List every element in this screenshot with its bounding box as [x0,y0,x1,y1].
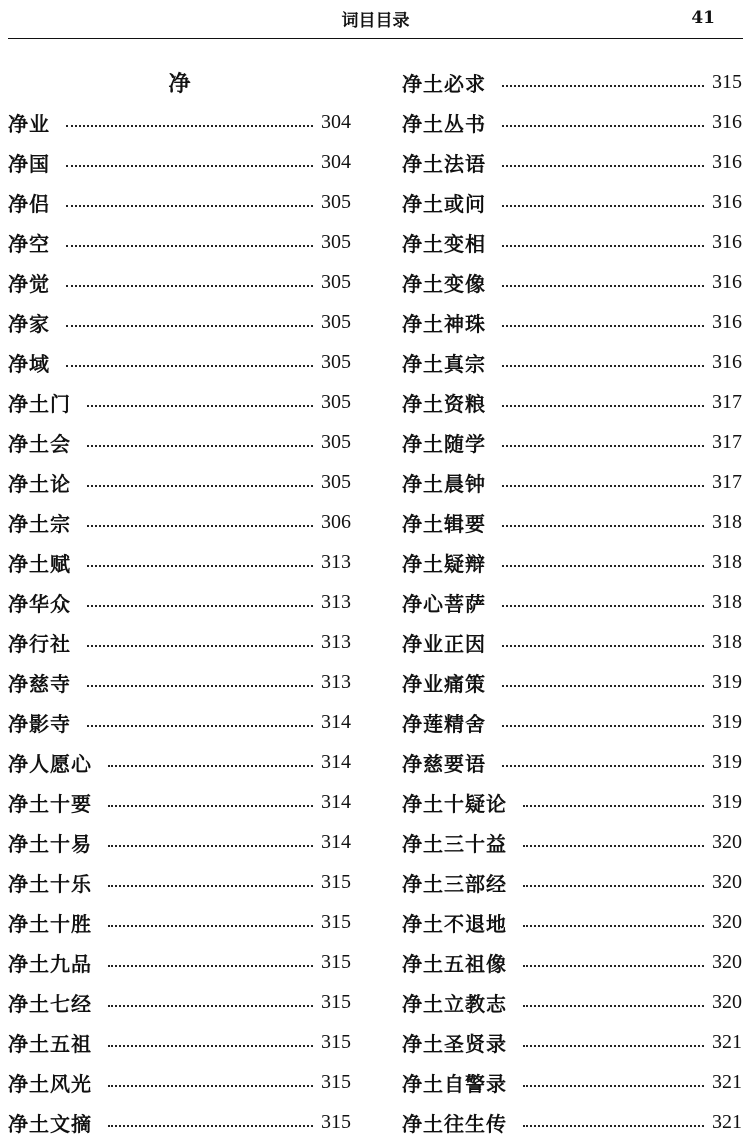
entry-term: 净土三十益 [402,831,507,856]
entry-term: 净土宗 [8,511,71,536]
entry-page-number: 319 [712,710,742,733]
section-heading: 净 [168,70,191,97]
entry-page-number: 315 [321,870,351,893]
entry-term: 净土七经 [8,991,92,1016]
dot-leader [108,765,313,767]
index-entry [402,622,742,662]
dot-leader [108,805,313,807]
dot-leader [502,485,704,487]
entry-page-number: 320 [712,870,742,893]
index-entry [402,742,742,782]
entry-term: 净土资粮 [402,391,486,416]
index-entry [402,782,742,822]
entry-page-number: 315 [321,1030,351,1053]
index-entry [8,622,351,662]
entry-term: 净业痛策 [402,671,486,696]
dot-leader [523,1085,704,1087]
running-title: 词目目录 [341,11,410,31]
index-entry [8,942,351,982]
dot-leader [66,325,313,327]
entry-term: 净土文摘 [8,1111,92,1136]
entry-page-number: 321 [712,1070,742,1093]
index-entry [8,902,351,942]
entry-term: 净土五祖像 [402,951,507,976]
entry-page-number: 304 [321,110,351,133]
dot-leader [502,765,704,767]
entry-page-number: 316 [712,350,742,373]
entry-term: 净土往生传 [402,1111,507,1136]
entry-page-number: 314 [321,710,351,733]
index-entry [402,702,742,742]
entry-term: 净土随学 [402,431,486,456]
entry-term: 净土必求 [402,71,486,96]
entry-term: 净慈寺 [8,671,71,696]
entry-term: 净土论 [8,471,71,496]
entry-page-number: 315 [321,1070,351,1093]
entry-page-number: 315 [712,70,742,93]
index-entry [8,1062,351,1102]
index-entry [8,822,351,862]
entry-page-number: 319 [712,670,742,693]
index-entry [8,1102,351,1142]
entry-page-number: 305 [321,430,351,453]
entry-page-number: 318 [712,550,742,573]
entry-page-number: 317 [712,470,742,493]
dot-leader [523,805,704,807]
entry-page-number: 305 [321,190,351,213]
entry-page-number: 316 [712,190,742,213]
entry-term: 净域 [8,351,50,376]
dot-leader [502,565,704,567]
index-entry [8,302,351,342]
right-column [402,62,742,1142]
index-entry [8,422,351,462]
entry-page-number: 314 [321,830,351,853]
dot-leader [502,245,704,247]
entry-page-number: 321 [712,1030,742,1053]
entry-term: 净土或问 [402,191,486,216]
entry-term: 净土神珠 [402,311,486,336]
entry-term: 净土变相 [402,231,486,256]
index-entry [8,182,351,222]
dot-leader [523,845,704,847]
dot-leader [523,1045,704,1047]
entry-page-number: 305 [321,230,351,253]
entry-term: 净土丛书 [402,111,486,136]
entry-term: 净土十易 [8,831,92,856]
entry-page-number: 320 [712,990,742,1013]
entry-term: 净土会 [8,431,71,456]
entry-term: 净土风光 [8,1071,92,1096]
entry-page-number: 305 [321,270,351,293]
index-entry [8,702,351,742]
dot-leader [66,165,313,167]
dot-leader [523,925,704,927]
entry-term: 净莲精舍 [402,711,486,736]
dot-leader [66,245,313,247]
dot-leader [502,685,704,687]
entry-page-number: 317 [712,430,742,453]
entry-term: 净华众 [8,591,71,616]
dot-leader [502,405,704,407]
index-entry [8,142,351,182]
dot-leader [87,685,313,687]
entry-term: 净土五祖 [8,1031,92,1056]
index-entry [8,1022,351,1062]
dot-leader [87,485,313,487]
entry-page-number: 316 [712,110,742,133]
dot-leader [108,885,313,887]
index-entry [402,982,742,1022]
entry-term: 净空 [8,231,50,256]
entry-term: 净土法语 [402,151,486,176]
entry-page-number: 316 [712,230,742,253]
entry-term: 净慈要语 [402,751,486,776]
index-entry [402,1022,742,1062]
entry-page-number: 305 [321,470,351,493]
entry-term: 净行社 [8,631,71,656]
dot-leader [502,605,704,607]
entry-term: 净土十要 [8,791,92,816]
entry-page-number: 313 [321,670,351,693]
entry-term: 净土真宗 [402,351,486,376]
header-rule [8,38,743,39]
index-entry [8,862,351,902]
index-entry [402,502,742,542]
dot-leader [87,725,313,727]
index-entry [402,222,742,262]
dot-leader [66,285,313,287]
entry-term: 净业正因 [402,631,486,656]
dot-leader [87,405,313,407]
entry-term: 净国 [8,151,50,176]
entry-page-number: 304 [321,150,351,173]
entry-page-number: 316 [712,310,742,333]
index-entry [402,582,742,622]
entry-page-number: 316 [712,150,742,173]
index-entry [8,662,351,702]
entry-term: 净家 [8,311,50,336]
dot-leader [108,845,313,847]
dot-leader [523,1005,704,1007]
index-entry [402,942,742,982]
entry-term: 净侣 [8,191,50,216]
entry-page-number: 319 [712,750,742,773]
dot-leader [502,725,704,727]
entry-term: 净土变像 [402,271,486,296]
index-entry [8,342,351,382]
dot-leader [502,445,704,447]
entry-term: 净觉 [8,271,50,296]
index-entry [8,262,351,302]
dot-leader [108,1045,313,1047]
index-entry [8,982,351,1022]
index-entry [8,102,351,142]
dot-leader [502,365,704,367]
index-entry [402,142,742,182]
dot-leader [523,1125,704,1127]
dot-leader [87,645,313,647]
index-entry [402,62,742,102]
index-entry [402,1062,742,1102]
entry-page-number: 313 [321,550,351,573]
index-entry [8,462,351,502]
index-entry [402,662,742,702]
index-entry [402,302,742,342]
entry-term: 净土十乐 [8,871,92,896]
dot-leader [87,605,313,607]
dot-leader [502,125,704,127]
index-entry [8,782,351,822]
page-header [8,0,743,40]
dot-leader [87,525,313,527]
index-entry [8,502,351,542]
index-entry [402,862,742,902]
index-entry [8,222,351,262]
entry-term: 净心菩萨 [402,591,486,616]
entry-term: 净土十胜 [8,911,92,936]
entry-page-number: 315 [321,990,351,1013]
entry-page-number: 305 [321,390,351,413]
entry-page-number: 315 [321,910,351,933]
entry-page-number: 321 [712,1110,742,1133]
dot-leader [502,525,704,527]
index-entry [402,462,742,502]
dot-leader [523,965,704,967]
index-entry [402,382,742,422]
entry-page-number: 314 [321,790,351,813]
index-entry [8,742,351,782]
entry-page-number: 315 [321,1110,351,1133]
entry-page-number: 316 [712,270,742,293]
entry-page-number: 320 [712,830,742,853]
entry-page-number: 318 [712,630,742,653]
entry-term: 净土圣贤录 [402,1031,507,1056]
entry-term: 净土不退地 [402,911,507,936]
entry-page-number: 314 [321,750,351,773]
entry-term: 净土疑辩 [402,551,486,576]
index-entry [402,542,742,582]
index-entry [402,102,742,142]
dot-leader [502,205,704,207]
dot-leader [66,365,313,367]
entry-term: 净土立教志 [402,991,507,1016]
dot-leader [523,885,704,887]
left-column [8,62,351,1142]
dot-leader [108,925,313,927]
dot-leader [502,85,704,87]
entry-term: 净土赋 [8,551,71,576]
entry-term: 净影寺 [8,711,71,736]
entry-page-number: 305 [321,310,351,333]
dot-leader [502,285,704,287]
index-entry [8,382,351,422]
dot-leader [108,1005,313,1007]
dot-leader [108,965,313,967]
entry-term: 净土十疑论 [402,791,507,816]
dot-leader [502,645,704,647]
entry-page-number: 305 [321,350,351,373]
dot-leader [108,1085,313,1087]
entry-page-number: 317 [712,390,742,413]
index-entry [8,582,351,622]
index-entry [402,1102,742,1142]
entry-page-number: 313 [321,630,351,653]
dot-leader [66,205,313,207]
index-entry [402,422,742,462]
entry-page-number: 313 [321,590,351,613]
page-number: 41 [691,8,715,28]
entry-term: 净土三部经 [402,871,507,896]
index-entry [8,542,351,582]
dot-leader [66,125,313,127]
entry-term: 净土辑要 [402,511,486,536]
index-entry [402,182,742,222]
index-entry [402,822,742,862]
index-entry [402,902,742,942]
dot-leader [502,325,704,327]
entry-page-number: 318 [712,590,742,613]
entry-page-number: 320 [712,950,742,973]
entry-page-number: 320 [712,910,742,933]
entry-page-number: 318 [712,510,742,533]
index-entry [402,262,742,302]
index-entry [402,342,742,382]
entry-term: 净土自警录 [402,1071,507,1096]
entry-page-number: 315 [321,950,351,973]
entry-term: 净业 [8,111,50,136]
entry-page-number: 306 [321,510,351,533]
entry-page-number: 319 [712,790,742,813]
entry-term: 净人愿心 [8,751,92,776]
entry-term: 净土九品 [8,951,92,976]
dot-leader [108,1125,313,1127]
dot-leader [502,165,704,167]
entry-term: 净土晨钟 [402,471,486,496]
dot-leader [87,565,313,567]
dot-leader [87,445,313,447]
entry-term: 净土门 [8,391,71,416]
